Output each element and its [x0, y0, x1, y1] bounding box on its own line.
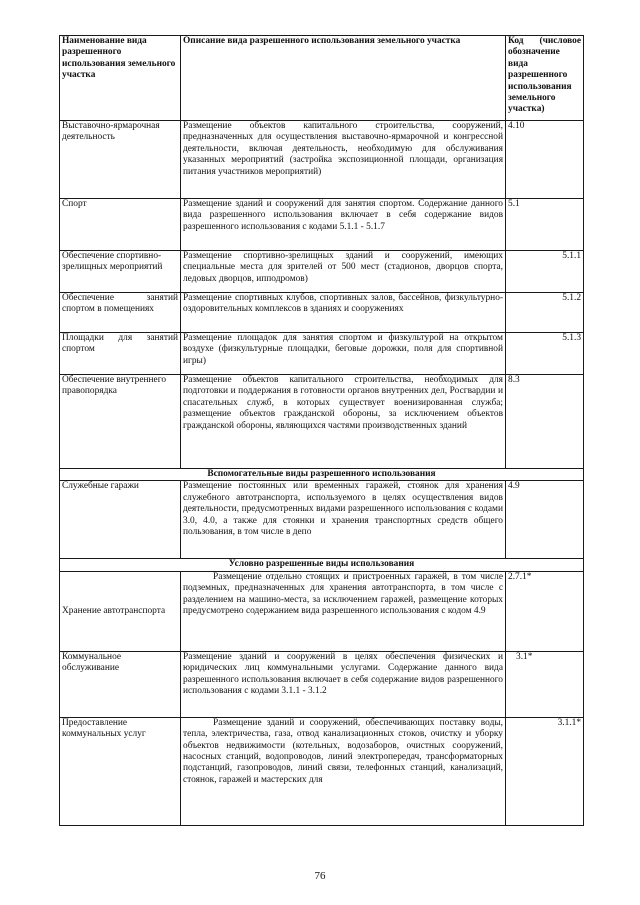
- row-description: Размещение спортивно-зрелищных зданий и сооружений, имеющих специальные места для зрителей от 500 мест (стадионов, дворцов спорта, ледовых дворцов, ипподромов): [181, 251, 506, 293]
- row-code: 5.1.3: [506, 333, 584, 375]
- table-row: [60, 571, 584, 651]
- table-row: [60, 717, 584, 825]
- row-description: Размещение зданий и сооружений, обеспечивающих поставку воды, тепла, электричества, газа, отвод канализационных стоков, очистку и уборку объектов недвижимости (котельных, водозаборов, очистных сооружений, насосных станций, водопроводов, линий электропередач, трансформаторных подстанций, газопроводов, линий связи, телефонных станций, канализаций, стоянок, гаражей и мастерских для: [181, 717, 506, 825]
- row-code: 3.1*: [506, 651, 584, 717]
- section-title: Вспомогательные виды разрешенного использования: [60, 469, 584, 481]
- row-name: Площадки для занятий спортом: [60, 333, 181, 375]
- row-code: 4.9: [506, 481, 584, 559]
- header-description: Описание вида разрешенного использования земельного участка: [181, 36, 506, 121]
- row-description: Размещение площадок для занятия спортом и физкультурой на открытом воздухе (физкультурные площадки, беговые дорожки, поля для спортивной игры): [181, 333, 506, 375]
- row-name: Обеспечение занятий спортом в помещениях: [60, 293, 181, 333]
- row-name: Выставочно-ярмарочная деятельность: [60, 121, 181, 199]
- table-row: [60, 333, 584, 375]
- table-header-row: [60, 36, 584, 121]
- row-code: 5.1.1: [506, 251, 584, 293]
- row-code: 4.10: [506, 121, 584, 199]
- row-code: 5.1: [506, 199, 584, 251]
- table-row: [60, 251, 584, 293]
- row-description: Размещение зданий и сооружений для занятия спортом. Содержание данного вида разрешенного использования включает в себя содержание видов разрешенного использования с кодами 5.1.1 - 5.1.7: [181, 199, 506, 251]
- row-description: Размещение отдельно стоящих и пристроенных гаражей, в том числе подземных, предназначенных для хранения автотранспорта, в том числе с разделением на машино-места, за исключением гаражей, размещение которых предусмотрено содержанием вида разрешенного использования с кодом 4.9: [181, 571, 506, 651]
- table-row: [60, 199, 584, 251]
- row-description: Размещение постоянных или временных гаражей, стоянок для хранения служебного автотранспорта, используемого в целях осуществления видов деятельности, предусмотренных видами разрешенного использования с кодами 3.0, 4.0, а также для стоянки и хранения транспортных средств общего пользования, в том числе в депо: [181, 481, 506, 559]
- row-description: Размещение зданий и сооружений в целях обеспечения физических и юридических лиц коммунальными услугами. Содержание данного вида разрешенного использования включает в себя содержание видов разрешенного использования с кодами 3.1.1 - 3.1.2: [181, 651, 506, 717]
- table-row: [60, 375, 584, 469]
- row-name: Обеспечение спортивно-зрелищных мероприятий: [60, 251, 181, 293]
- section-title: Условно разрешенные виды использования: [60, 559, 584, 571]
- header-name: Наименование вида разрешенного использования земельного участка: [60, 36, 181, 121]
- row-name: Спорт: [60, 199, 181, 251]
- header-code: Код (числовое обозначение вида разрешенного использования земельного участка): [506, 36, 584, 121]
- row-description: Размещение спортивных клубов, спортивных залов, бассейнов, физкультурно-оздоровительных комплексов в зданиях и сооружениях: [181, 293, 506, 333]
- row-description: Размещение объектов капитального строительства, необходимых для подготовки и поддержания в готовности органов внутренних дел, Росгвардии и спасательных служб, в которых существует военизированная служба; размещение объектов гражданской обороны, за исключением объектов гражданской обороны, являющихся частями производственных зданий: [181, 375, 506, 469]
- row-name: Обеспечение внутреннего правопорядка: [60, 375, 181, 469]
- section-row-auxiliary: [60, 469, 584, 481]
- row-description: Размещение объектов капитального строительства, сооружений, предназначенных для осуществления выставочно-ярмарочной и конгрессной деятельности, включая деятельность, необходимую для обслуживания указанных мероприятий (застройка экспозиционной площади, организация питания участников мероприятий): [181, 121, 506, 199]
- table-row: [60, 481, 584, 559]
- row-name: Хранение автотранспорта: [60, 571, 181, 651]
- row-code: 2.7.1*: [506, 571, 584, 651]
- land-use-table: [59, 35, 584, 826]
- row-code: 8.3: [506, 375, 584, 469]
- table-row: [60, 121, 584, 199]
- row-name: Предоставление коммунальных услуг: [60, 717, 181, 825]
- table-row: [60, 651, 584, 717]
- row-code: 5.1.2: [506, 293, 584, 333]
- table-row: [60, 293, 584, 333]
- row-name: Коммунальное обслуживание: [60, 651, 181, 717]
- page-number: 76: [314, 870, 326, 882]
- row-name: Служебные гаражи: [60, 481, 181, 559]
- section-row-conditional: [60, 559, 584, 571]
- row-code: 3.1.1*: [506, 717, 584, 825]
